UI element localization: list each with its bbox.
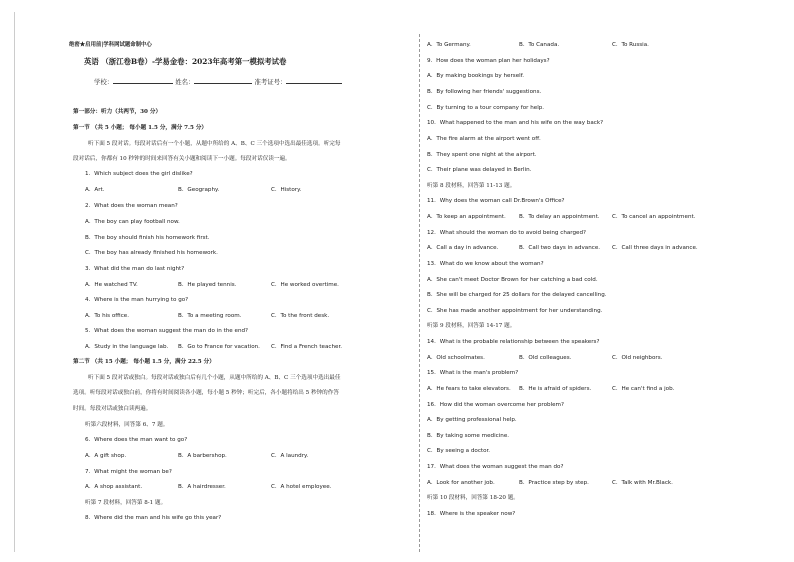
question-1: 1．Which subject does the girl dislike? [85,171,193,177]
q17-option-c[interactable]: C．Talk with Mr.Black. [612,480,673,486]
q6-option-a[interactable]: A．A gift shop. [85,453,127,459]
name-label: 姓名 [175,78,188,86]
question-11: 11．Why does the woman call Dr.Brown's Office? [427,198,565,204]
q3-option-a[interactable]: A．He watched TV. [85,282,138,288]
question-4: 4．Where is the man hurrying to go? [85,297,189,303]
exam-no-label: 准考证号 [254,78,280,86]
question-7: 7．What might the woman be? [85,469,172,475]
section1-instructions: 听下面 5 段对话。每段对话后有一个小题，从题中所给的 A、B、C 三个选项中选出最佳选项。听完每 [88,141,341,147]
q9-option-c[interactable]: C．By turning to a tour company for help. [427,105,545,111]
q6-option-c[interactable]: C．A laundry. [271,453,309,459]
q17-option-a[interactable]: A．Look for another job. [427,480,495,486]
q2-option-c[interactable]: C．The boy has already finished his homework. [85,250,218,256]
school-field[interactable] [113,77,173,84]
q5-option-b[interactable]: B．Go to France for vacation. [178,344,260,350]
question-2: 2．What does the woman mean? [85,203,178,209]
q11-option-b[interactable]: B．To delay an appointment. [519,214,600,220]
q1-option-a[interactable]: A．Art. [85,187,105,193]
question-18: 18．Where is the speaker now? [427,511,516,517]
q12-option-b[interactable]: B．Call two days in advance. [519,245,601,251]
question-15: 15．What is the man's problem? [427,370,519,376]
q7-option-a[interactable]: A．A shop assistant. [85,484,143,490]
name-field[interactable] [194,77,252,84]
q15-option-c[interactable]: C．He can't find a job. [612,386,675,392]
q7-option-b[interactable]: B．A hairdresser. [178,484,226,490]
q13-option-a[interactable]: A．She can't meet Doctor Brown for her catching a bad cold. [427,277,598,283]
q12-option-c[interactable]: C．Call three days in advance. [612,245,698,251]
q16-option-c[interactable]: C．By seeing a doctor. [427,448,491,454]
q6-option-b[interactable]: B．A barbershop. [178,453,227,459]
q5-option-c[interactable]: C．Find a French teacher. [271,344,343,350]
q11-option-c[interactable]: C．To cancel an appointment. [612,214,696,220]
q9-option-b[interactable]: B．By following her friends' suggestions. [427,89,542,95]
exam-no-field[interactable] [286,77,342,84]
school-label: 学校 [94,78,107,86]
question-10: 10．What happened to the man and his wife on the way back? [427,120,604,126]
material-8-label: 听第 8 段材料，回答第 11-13 题。 [427,183,516,189]
q3-option-b[interactable]: B．He played tennis. [178,282,237,288]
q4-option-c[interactable]: C．To the front desk. [271,313,330,319]
q13-option-c[interactable]: C．She has made another appointment for her understanding. [427,308,603,314]
q17-option-b[interactable]: B．Practice step by step. [519,480,589,486]
q14-option-a[interactable]: A．Old schoolmates. [427,355,485,361]
q8-option-a[interactable]: A．To Germany. [427,42,471,48]
q15-option-a[interactable]: A．He fears to take elevators. [427,386,511,392]
column-divider [419,34,420,552]
q14-option-c[interactable]: C．Old neighbors. [612,355,663,361]
section2-instructions: 听下面 5 段对话或独白。每段对话或独白后有几个小题，从题中所给的 A、B、C 三个选项中选出最佳 [88,375,341,381]
q15-option-b[interactable]: B．He is afraid of spiders. [519,386,592,392]
q1-option-b[interactable]: B．Geography. [178,187,220,193]
section2-instructions-3: 时间。每段对话或独白读两遍。 [73,406,152,412]
q10-option-a[interactable]: A．The fire alarm at the airport went off. [427,136,541,142]
question-8: 8．Where did the man and his wife go this year? [85,515,222,521]
secret-label: 绝密★启用前|学科网试题命制中心 [69,42,152,48]
question-12: 12．What should the woman do to avoid being charged? [427,230,587,236]
q8-option-c[interactable]: C．To Russia. [612,42,649,48]
q7-option-c[interactable]: C．A hotel employee. [271,484,332,490]
question-14: 14．What is the probable relationship between the speakers? [427,339,600,345]
q16-option-a[interactable]: A．By getting professional help. [427,417,517,423]
q13-option-b[interactable]: B．She will be charged for 25 dollars for the delayed cancelling. [427,292,607,298]
q8-option-b[interactable]: B．To Canada. [519,42,560,48]
question-17: 17．What does the woman suggest the man do? [427,464,564,470]
question-16: 16．How did the woman overcome her problem? [427,402,564,408]
section1-heading: 第一节 （共 5 小题； 每小题 1.5 分，满分 7.5 分） [73,125,208,131]
q4-option-b[interactable]: B．To a meeting room. [178,313,242,319]
q2-option-a[interactable]: A．The boy can play football now. [85,219,180,225]
question-3: 3．What did the man do last night? [85,266,185,272]
section2-heading: 第二节 （共 15 小题； 每小题 1.5 分，满分 22.5 分） [73,359,215,365]
q4-option-a[interactable]: A．To his office. [85,313,130,319]
q16-option-b[interactable]: B．By taking some medicine. [427,433,510,439]
q2-option-b[interactable]: B．The boy should finish his homework first. [85,235,210,241]
section2-instructions-2: 选项。听每段对话或独白前，你将有时间阅读各小题，每小题 5 秒钟；听完后，各小题将给出 5 秒钟的作答 [73,390,339,396]
q5-option-a[interactable]: A．Study in the language lab. [85,344,169,350]
question-5: 5．What does the woman suggest the man do in the end? [85,328,249,334]
material-6-label: 听第六段材料，回答第 6、7 题。 [85,422,169,428]
question-9: 9．How does the woman plan her holidays? [427,58,550,64]
material-7-label: 听第 7 段材料，回答第 8-1 题。 [85,500,167,506]
material-10-label: 听第 10 段材料，回答第 18-20 题。 [427,495,519,501]
student-info: 学校： 姓名： 准考证号： [94,77,342,87]
q10-option-c[interactable]: C．Their plane was delayed in Berlin. [427,167,532,173]
question-6: 6．Where does the man want to go? [85,437,188,443]
part-heading: 第一部分：听力（共两节，30 分） [73,109,162,115]
material-9-label: 听第 9 段材料，回答第 14-17 题。 [427,323,516,329]
question-13: 13．What do we know about the woman? [427,261,544,267]
q9-option-a[interactable]: A．By making bookings by herself. [427,73,525,79]
section1-instructions-2: 段对话后，你都有 10 秒钟的时间来回答有关小题和阅读下一小题。每段对话仅读一遍。 [73,156,291,162]
q3-option-c[interactable]: C．He worked overtime. [271,282,339,288]
q11-option-a[interactable]: A．To keep an appointment. [427,214,506,220]
q12-option-a[interactable]: A．Call a day in advance. [427,245,499,251]
q1-option-c[interactable]: C．History. [271,187,302,193]
page-title: 英语 （浙江卷B卷）-学易金卷：2023年高考第一模拟考试卷 [84,57,287,66]
q14-option-b[interactable]: B．Old colleagues. [519,355,572,361]
q10-option-b[interactable]: B．They spent one night at the airport. [427,152,537,158]
